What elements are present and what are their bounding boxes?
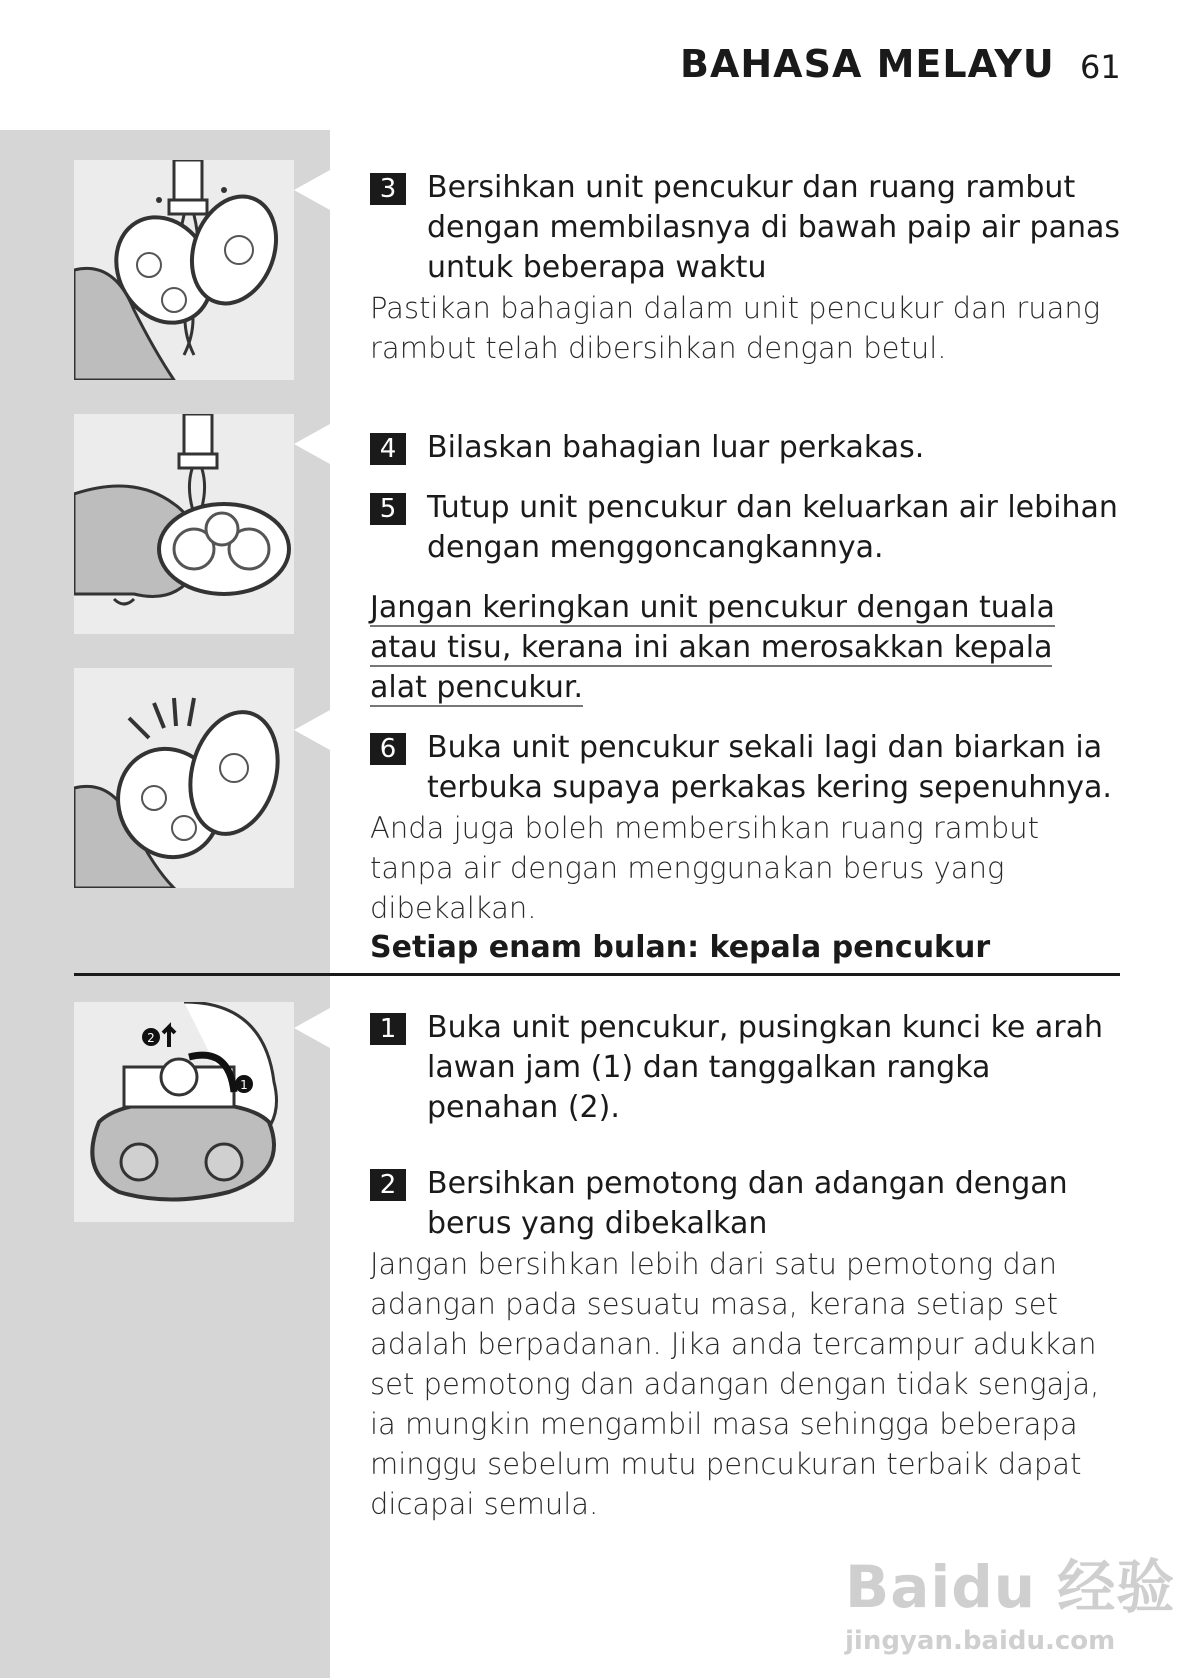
rinse-open-shaver-icon: [74, 160, 294, 380]
step-text: Bersihkan unit pencukur dan ruang rambut dengan membilasnya di bawah paip air panas untuk beberapa waktu: [427, 170, 1121, 285]
section-heading: Setiap enam bulan: kepala pencukur: [370, 930, 991, 965]
step-text: Buka unit pencukur sekali lagi dan biarkan ia terbuka supaya perkakas kering sepenuhnya.: [427, 730, 1112, 805]
step-number-badge: 5: [370, 493, 406, 525]
step-6: [370, 728, 1130, 808]
warning-text: Jangan keringkan unit pencukur dengan tuala atau tisu, kerana ini akan merosakkan kepala alat pencukur.: [370, 590, 1055, 705]
step-text: Bersihkan pemotong dan adangan dengan berus yang dibekalkan: [427, 1166, 1068, 1241]
section-step-2-note: Jangan bersihkan lebih dari satu pemotong dan adangan pada sesuatu masa, kerana setiap set adalah berpadanan. Jika anda tercampur adukkan set pemotong dan adangan dengan tidak sengaja, ia mungkin mengambil masa sehingga beberapa minggu sebelum mutu pencukuran terbaik dapat dicapai semula.: [370, 1247, 1100, 1521]
step-number-badge: 6: [370, 733, 406, 765]
step-text: Buka unit pencukur, pusingkan kunci ke arah lawan jam (1) dan tanggalkan rangka penahan (2).: [427, 1010, 1104, 1125]
baidu-watermark: [845, 1540, 1175, 1656]
step-4: [370, 428, 1130, 468]
page-number: 61: [1080, 48, 1121, 86]
svg-text:2: 2: [147, 1031, 155, 1045]
step-3-note: Pastikan bahagian dalam unit pencukur dan ruang rambut telah dibersihkan dengan betul.: [370, 291, 1101, 365]
section-step-1: [370, 1008, 1130, 1128]
step-5: [370, 488, 1130, 568]
step-number-badge: 2: [370, 1169, 406, 1201]
step-3: [370, 168, 1130, 288]
step-text: Tutup unit pencukur dan keluarkan air lebihan dengan menggoncangkannya.: [427, 490, 1118, 565]
drying-warning: [370, 588, 1090, 708]
watermark-brand: Baidu 经验: [845, 1553, 1176, 1621]
shaver-drying-open-icon: [74, 668, 294, 888]
section-step-2: [370, 1164, 1130, 1244]
step-number-badge: 3: [370, 173, 406, 205]
step-number-badge: 4: [370, 433, 406, 465]
page-header-title: BAHASA MELAYU: [680, 42, 1055, 86]
svg-text:1: 1: [240, 1078, 248, 1092]
illustration-pointer: [294, 1008, 330, 1048]
step-number-badge: 1: [370, 1013, 406, 1045]
illustration-pointer: [294, 170, 330, 210]
section-divider: [74, 973, 1120, 976]
watermark-url: jingyan.baidu.com: [845, 1626, 1116, 1656]
step-6-note: Anda juga boleh membersihkan ruang rambut tanpa air dengan menggunakan berus yang dibekalkan.: [370, 811, 1039, 925]
remove-retaining-frame-icon: [74, 1002, 294, 1222]
illustration-pointer: [294, 424, 330, 464]
rinse-closed-shaver-icon: [74, 414, 294, 634]
step-text: Bilaskan bahagian luar perkakas.: [427, 430, 925, 465]
illustration-pointer: [294, 710, 330, 750]
